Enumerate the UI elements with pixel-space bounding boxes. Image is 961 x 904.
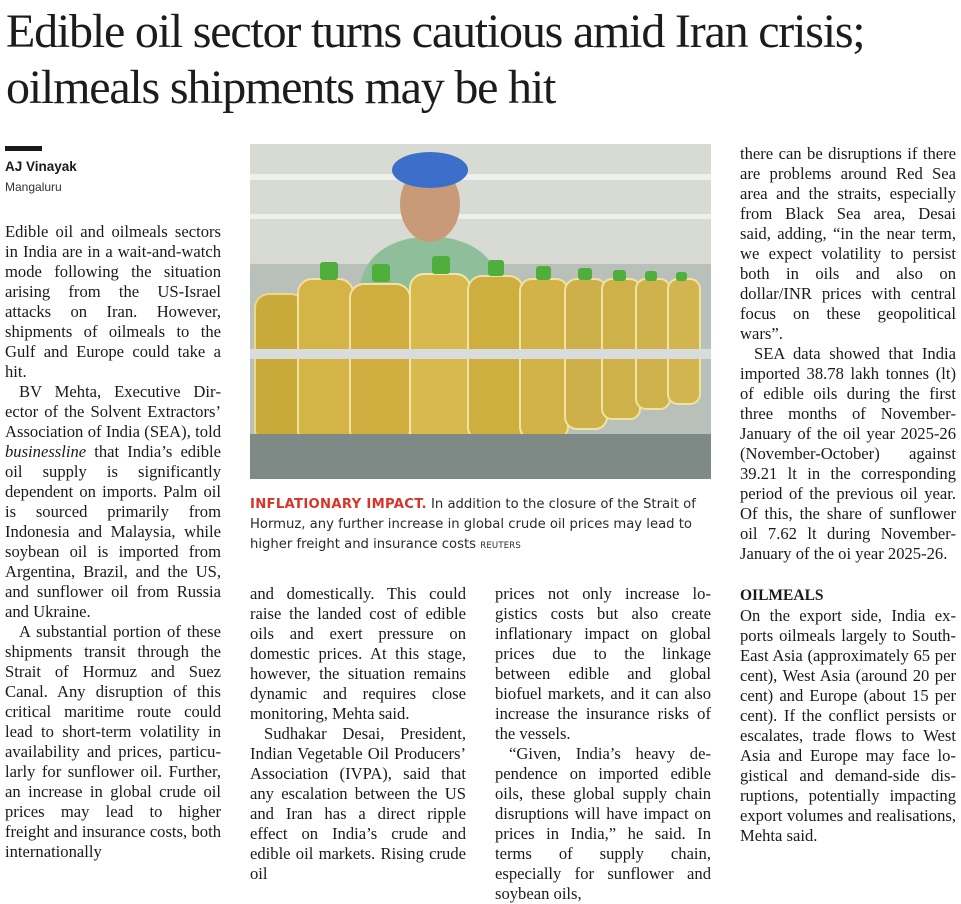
paragraph: SEA data showed that India imported 38.78 lakh tonnes (lt) of edible oils during the first three months of November-January of the oil year 2025-26 (November-October) against 39.21 lt in the corresponding period of the previous oil year. Of this, the share of sunflower oil 7.62 lt during November-January of the oi year 2025-26. xyxy=(740,344,956,563)
article-photo xyxy=(250,144,711,479)
paragraph: prices not only increase logistics costs but also create inflationary impact on global prices due to the linkage between edible and global biofuel markets, and it can also increase the insurance risks of the vessels. xyxy=(495,584,711,743)
caption-text: In addition to the closure of the Strait of Hormuz, any further increase in global crude oil prices may lead to higher freight and insurance costs xyxy=(250,497,696,552)
headline: Edible oil sector turns cautious amid Iran crisis; oilmeals shipments may be hit xyxy=(6,5,865,114)
article-column-3 xyxy=(495,584,711,904)
article-column-4 xyxy=(740,144,956,846)
byline-location: Mangaluru xyxy=(5,180,62,194)
photo-caption xyxy=(250,495,711,556)
paragraph: and domestically. This could raise the landed cost of edible oils and exert pressure on domestic prices. At this stage, however, the situation remains dynamic and requires close monitoring, Mehta said. xyxy=(250,584,466,723)
section-subhead: OILMEALS xyxy=(740,587,824,604)
article-column-2 xyxy=(250,584,466,884)
paragraph: “Given, India’s heavy dependence on imported edible oils, these global supply chain disruptions will have impact on prices in India,” he said. In terms of supply chain, especially for sunflower and soybean oils, xyxy=(495,744,711,903)
byline-rule xyxy=(5,146,42,151)
oil-bottles-illustration xyxy=(250,144,711,479)
paragraph: there can be disruptions if there are problems around Red Sea area and the straits, especially from Black Sea area, Desai said, adding, “in the near term, we expect volatility to persist both in oils and also on dollar/INR prices with central focus on these geopolitical wars”. xyxy=(740,144,956,343)
publication-name: businessline xyxy=(5,442,87,461)
paragraph xyxy=(5,382,221,622)
article-column-1 xyxy=(5,222,221,862)
byline-author: AJ Vinayak xyxy=(5,159,77,174)
paragraph: Edible oil and oilmeals sectors in India are in a wait-and-watch mode following the situation arising from the US-Israel attacks on Iran. However, shipments of oilmeals to the Gulf and Europe could take a hit. xyxy=(5,222,221,381)
paragraph-text: that India’s edible oil supply is significantly dependent on imports. Palm oil is sourced primarily from Indonesia and Malaysia, while soybean oil is imported from Argentina, Brazil, and the US, and sunflower oil from Russia and Ukraine. xyxy=(5,442,221,621)
paragraph: A substantial portion of these shipments transit through the Strait of Hormuz and Suez Canal. Any disruption of this critical maritime route could lead to short-term volatility in availability and prices, particularly for sunflower oil. Further, an increase in global crude oil prices may lead to higher freight and insurance costs, both internationally xyxy=(5,622,221,861)
caption-credit: REUTERS xyxy=(480,541,521,551)
paragraph: Sudhakar Desai, President, Indian Vegetable Oil Producers’ Association (IVPA), said that any escalation between the US and Iran has a direct ripple effect on India’s crude and edible oil markets. Rising crude oil xyxy=(250,724,466,883)
paragraph: On the export side, India exports oilmeals largely to South-East Asia (approximately 65 per cent), West Asia (around 20 per cent) and Europe (about 15 per cent). If the conflict persists or escalates, trade flows to West Asia and Europe may face logistical and demand-side disruptions, potentially impacting export volumes and realisations, Mehta said. xyxy=(740,606,956,845)
paragraph-text: BV Mehta, Executive Director of the Solvent Extractors’ Association of India (SEA), told xyxy=(5,382,221,441)
caption-lead: INFLATIONARY IMPACT. xyxy=(250,497,427,512)
